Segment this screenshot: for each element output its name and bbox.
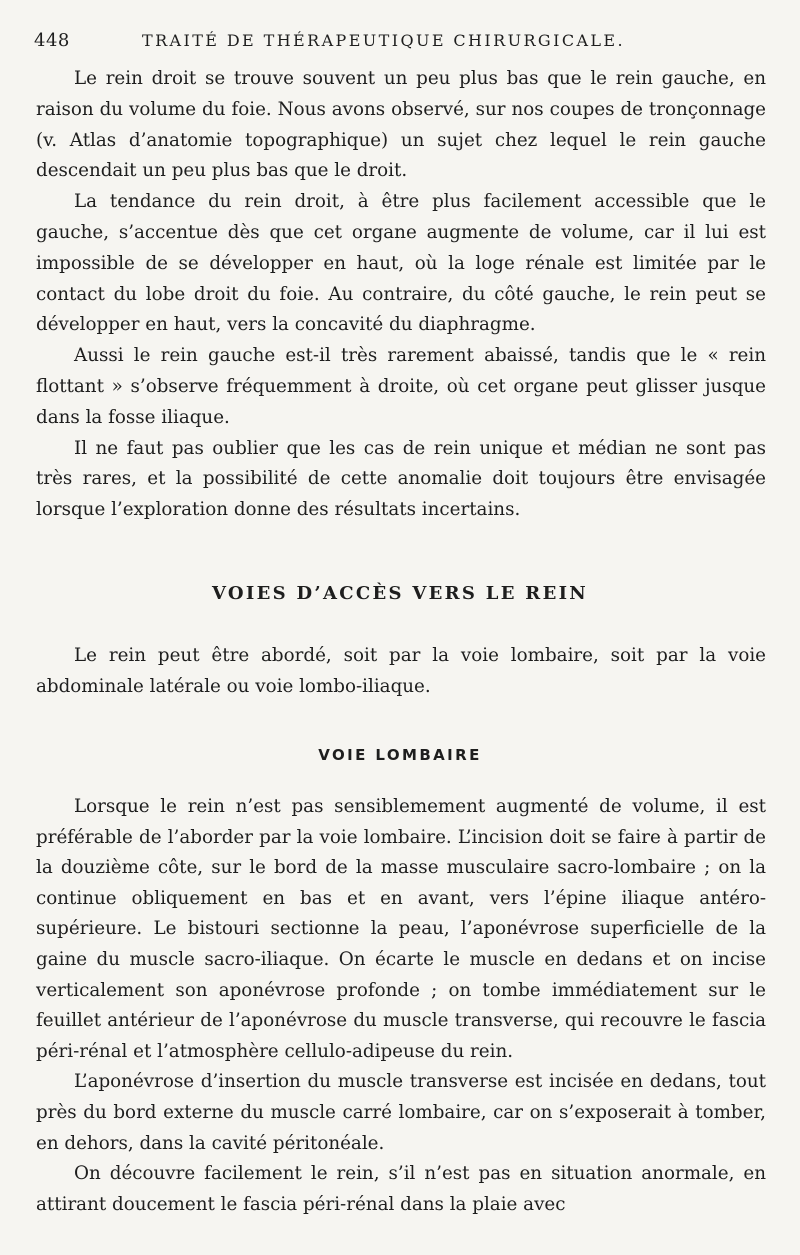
body-text-top [36,64,766,526]
subsection-body [36,792,766,1220]
paragraph: La tendance du rein droit, à être plus facilement accessible que le gauche, s’accentue dès que cet organe augmente de volume, car il lui est impossible de se développer en haut, où la loge rénale est limitée par le contact du lobe droit du foie. Au contraire, du côté gauche, le rein peut se développer en haut, vers la concavité du diaphragme. [36,191,766,336]
section-intro-block [36,641,766,703]
section-intro: Le rein peut être abordé, soit par la voie lombaire, soit par la voie abdominale latérale ou voie lombo-iliaque. [36,645,766,697]
paragraph: Lorsque le rein n’est pas sensiblemement augmenté de volume, il est préférable de l’aborder par la voie lombaire. L’incision doit se faire à partir de la douzième côte, sur le bord de la masse musculaire sacro-lombaire ; on la continue obliquement en bas et en avant, vers l’épine iliaque antéro-supérieure. Le bistouri sectionne la peau, l’aponévrose superficielle de la gaine du muscle sacro-iliaque. On écarte le muscle en dedans et on incise verticalement son aponévrose profonde ; on tombe immédiatement sur le feuillet antérieur de l’aponévrose du muscle transverse, qui recouvre le fascia péri-rénal et l’atmosphère cellulo-adipeuse du rein. [36,796,766,1062]
subsection-title: VOIE LOMBAIRE [318,746,482,764]
running-title: TRAITÉ DE THÉRAPEUTIQUE CHIRURGICALE. [142,31,626,50]
paragraph: On découvre facilement le rein, s’il n’est pas en situation anormale, en attirant doucement le fascia péri-rénal dans la plaie avec [36,1163,766,1215]
section-title: VOIES D’ACCÈS VERS LE REIN [211,583,589,604]
paragraph: Aussi le rein gauche est-il très rarement abaissé, tandis que le « rein flottant » s’observe fréquemment à droite, où cet organe peut glisser jusque dans la fosse iliaque. [36,345,766,428]
paragraph: Le rein droit se trouve souvent un peu plus bas que le rein gauche, en raison du volume du foie. Nous avons observé, sur nos coupes de tronçonnage (v. Atlas d’anatomie topographique) un sujet chez lequel le rein gauche descendait un peu plus bas que le droit. [36,68,766,182]
running-head [34,30,760,54]
paragraph: L’aponévrose d’insertion du muscle transverse est incisée en dedans, tout près du bord externe du muscle carré lombaire, car on s’exposerait à tomber, en dehors, dans la cavité péritonéale. [36,1071,766,1154]
page-number: 448 [34,30,70,51]
paragraph: Il ne faut pas oublier que les cas de rein unique et médian ne sont pas très rares, et la possibilité de cette anomalie doit toujours être envisagée lorsque l’exploration donne des résultats incertains. [36,437,766,521]
